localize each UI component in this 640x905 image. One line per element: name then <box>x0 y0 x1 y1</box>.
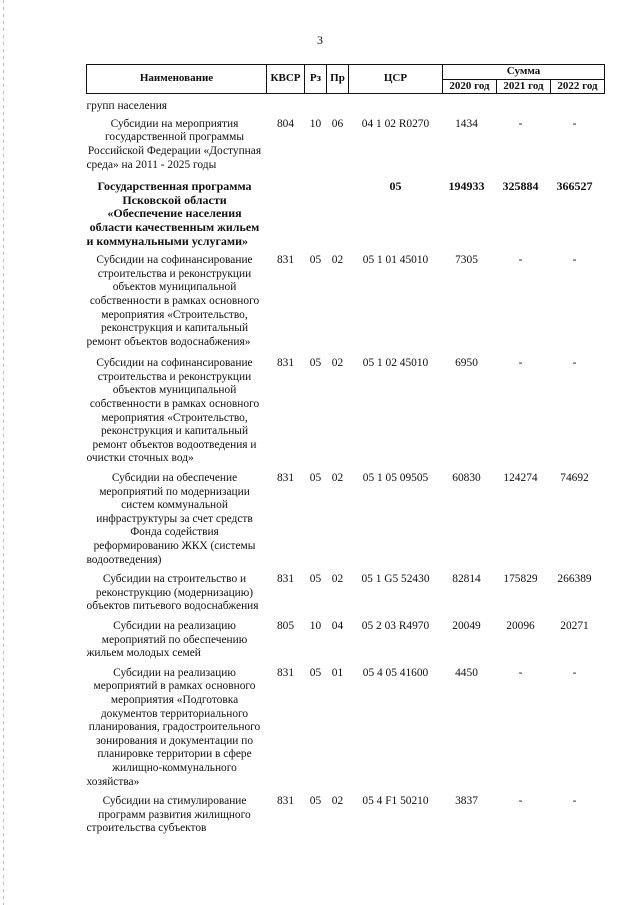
row-rz <box>305 172 327 248</box>
table-body <box>87 94 605 836</box>
table-row <box>87 466 605 567</box>
header-sum: Сумма <box>443 65 605 80</box>
row-value-2020: 194933 <box>448 179 485 194</box>
row-csr: 05 4 F1 50210 <box>362 795 429 808</box>
row-value-2020 <box>443 94 497 114</box>
row-name: Субсидии на софинансирование строительства и реконструкции объектов муниципальной собственности в рамках основного мероприятия «Строительство, реконструкция и капитальный ремонт объектов водоснабжения» <box>86 254 260 348</box>
row-value-2021: - <box>518 795 523 808</box>
row-value-2020: 20049 <box>452 619 481 632</box>
row-pr: 02 <box>331 254 344 267</box>
row-kvsr: 831 <box>276 254 295 267</box>
row-csr: 04 1 02 R0270 <box>361 117 430 130</box>
row-kvsr <box>267 94 305 114</box>
row-pr: 04 <box>331 619 344 632</box>
row-value-2020: 4450 <box>455 666 478 679</box>
row-rz: 05 <box>309 254 322 267</box>
header-2020: 2020 год <box>443 79 497 94</box>
row-value-2022: - <box>572 254 577 267</box>
row-value-2022: - <box>572 357 577 370</box>
row-rz: 05 <box>309 795 322 808</box>
row-value-2021: 124274 <box>503 472 538 485</box>
page-number: 3 <box>317 33 323 47</box>
row-kvsr: 804 <box>276 117 295 130</box>
row-value-2022: - <box>572 666 577 679</box>
row-name: Субсидии на строительство и реконструкцию (модернизацию) объектов питьевого водоснабжения <box>86 573 259 613</box>
row-csr: 05 1 05 09505 <box>362 472 429 485</box>
row-csr: 05 1 G5 52430 <box>361 573 430 586</box>
row-value-2021: 20096 <box>506 619 535 632</box>
row-pr <box>327 94 349 114</box>
header-pr: Пр <box>327 65 349 94</box>
budget-table <box>86 64 605 836</box>
row-kvsr: 831 <box>276 357 295 370</box>
row-kvsr: 805 <box>276 619 295 632</box>
row-value-2021: 175829 <box>503 573 538 586</box>
row-kvsr: 831 <box>276 472 295 485</box>
row-pr: 06 <box>331 117 344 130</box>
table-row <box>87 789 605 836</box>
row-rz: 05 <box>309 666 322 679</box>
row-kvsr: 831 <box>276 795 295 808</box>
row-pr <box>327 172 349 248</box>
header-2022: 2022 год <box>551 79 605 94</box>
row-csr: 05 4 05 41600 <box>362 666 429 679</box>
row-name: Субсидии на реализацию мероприятий в рамках основного мероприятия «Подготовка документов территориального планирования, градостроительного зонирования и документации по планировке территории в сфере жилищно-коммунального хозяйства» <box>86 666 261 788</box>
row-rz: 05 <box>309 357 322 370</box>
header-2021: 2021 год <box>497 79 551 94</box>
row-pr: 02 <box>331 795 344 808</box>
row-value-2021: - <box>518 357 523 370</box>
row-name: Субсидии на обеспечение мероприятий по модернизации систем коммунальной инфраструктуры за счет средств Фонда содействия реформированию ЖКХ (системы водоотведения) <box>86 472 256 566</box>
row-csr <box>349 94 443 114</box>
row-value-2021: 325884 <box>502 179 539 194</box>
row-pr: 02 <box>331 357 344 370</box>
scan-edge <box>3 0 4 905</box>
row-name: Государственная программа Псковской области «Обеспечение населения области качественным жильем и коммунальными услугами» <box>86 179 260 248</box>
row-value-2022 <box>551 94 605 114</box>
row-pr: 02 <box>331 472 344 485</box>
row-value-2022: 366527 <box>556 179 593 194</box>
row-kvsr <box>267 172 305 248</box>
header-name: Наименование <box>87 65 267 94</box>
row-value-2020: 1434 <box>455 117 478 130</box>
header-rz: Рз <box>305 65 327 94</box>
table-row <box>87 614 605 661</box>
header-csr: ЦСР <box>349 65 443 94</box>
table-row <box>87 172 605 248</box>
row-name: Субсидии на стимулирование программ развития жилищного строительства субъектов <box>86 795 251 835</box>
row-pr: 02 <box>331 573 344 586</box>
row-value-2020: 6950 <box>455 357 478 370</box>
row-csr: 05 <box>389 179 402 194</box>
row-rz: 10 <box>309 619 322 632</box>
row-value-2022: - <box>572 117 577 130</box>
row-value-2021: - <box>518 117 523 130</box>
row-value-2020: 82814 <box>452 573 481 586</box>
row-value-2021: - <box>518 666 523 679</box>
row-pr: 01 <box>331 666 344 679</box>
table-row <box>87 661 605 789</box>
row-rz: 05 <box>309 573 322 586</box>
row-rz <box>305 94 327 114</box>
table-row <box>87 94 605 114</box>
table-row <box>87 567 605 614</box>
row-value-2020: 7305 <box>455 254 478 267</box>
table-row <box>87 349 605 466</box>
table-header <box>87 65 605 94</box>
row-csr: 05 2 03 R4970 <box>361 619 430 632</box>
row-value-2020: 60830 <box>452 472 481 485</box>
row-name: Субсидии на софинансирование строительства и реконструкции объектов муниципальной собственности в рамках основного мероприятия «Строительство, реконструкция и капитальный ремонт объектов водоотведения и очистки сточных вод» <box>86 357 260 465</box>
row-value-2021: - <box>518 254 523 267</box>
table-row <box>87 114 605 172</box>
row-kvsr: 831 <box>276 573 295 586</box>
row-value-2022: 74692 <box>560 472 589 485</box>
row-kvsr: 831 <box>276 666 295 679</box>
row-value-2020: 3837 <box>455 795 478 808</box>
row-rz: 05 <box>309 472 322 485</box>
row-value-2022: - <box>572 795 577 808</box>
row-csr: 05 1 02 45010 <box>362 357 429 370</box>
table-row <box>87 248 605 349</box>
header-kvsr: КВСР <box>267 65 305 94</box>
row-value-2022: 20271 <box>560 619 589 632</box>
row-value-2022: 266389 <box>557 573 592 586</box>
row-csr: 05 1 01 45010 <box>362 254 429 267</box>
row-name: Субсидии на мероприятия государственной программы Российской Федерации «Доступная среда» на 2011 - 2025 годы <box>86 117 262 171</box>
row-value-2021 <box>497 94 551 114</box>
row-rz: 10 <box>309 117 322 130</box>
row-name: Субсидии на реализацию мероприятий по обеспечению жильем молодых семей <box>86 619 248 660</box>
row-name: групп населения <box>86 100 168 113</box>
